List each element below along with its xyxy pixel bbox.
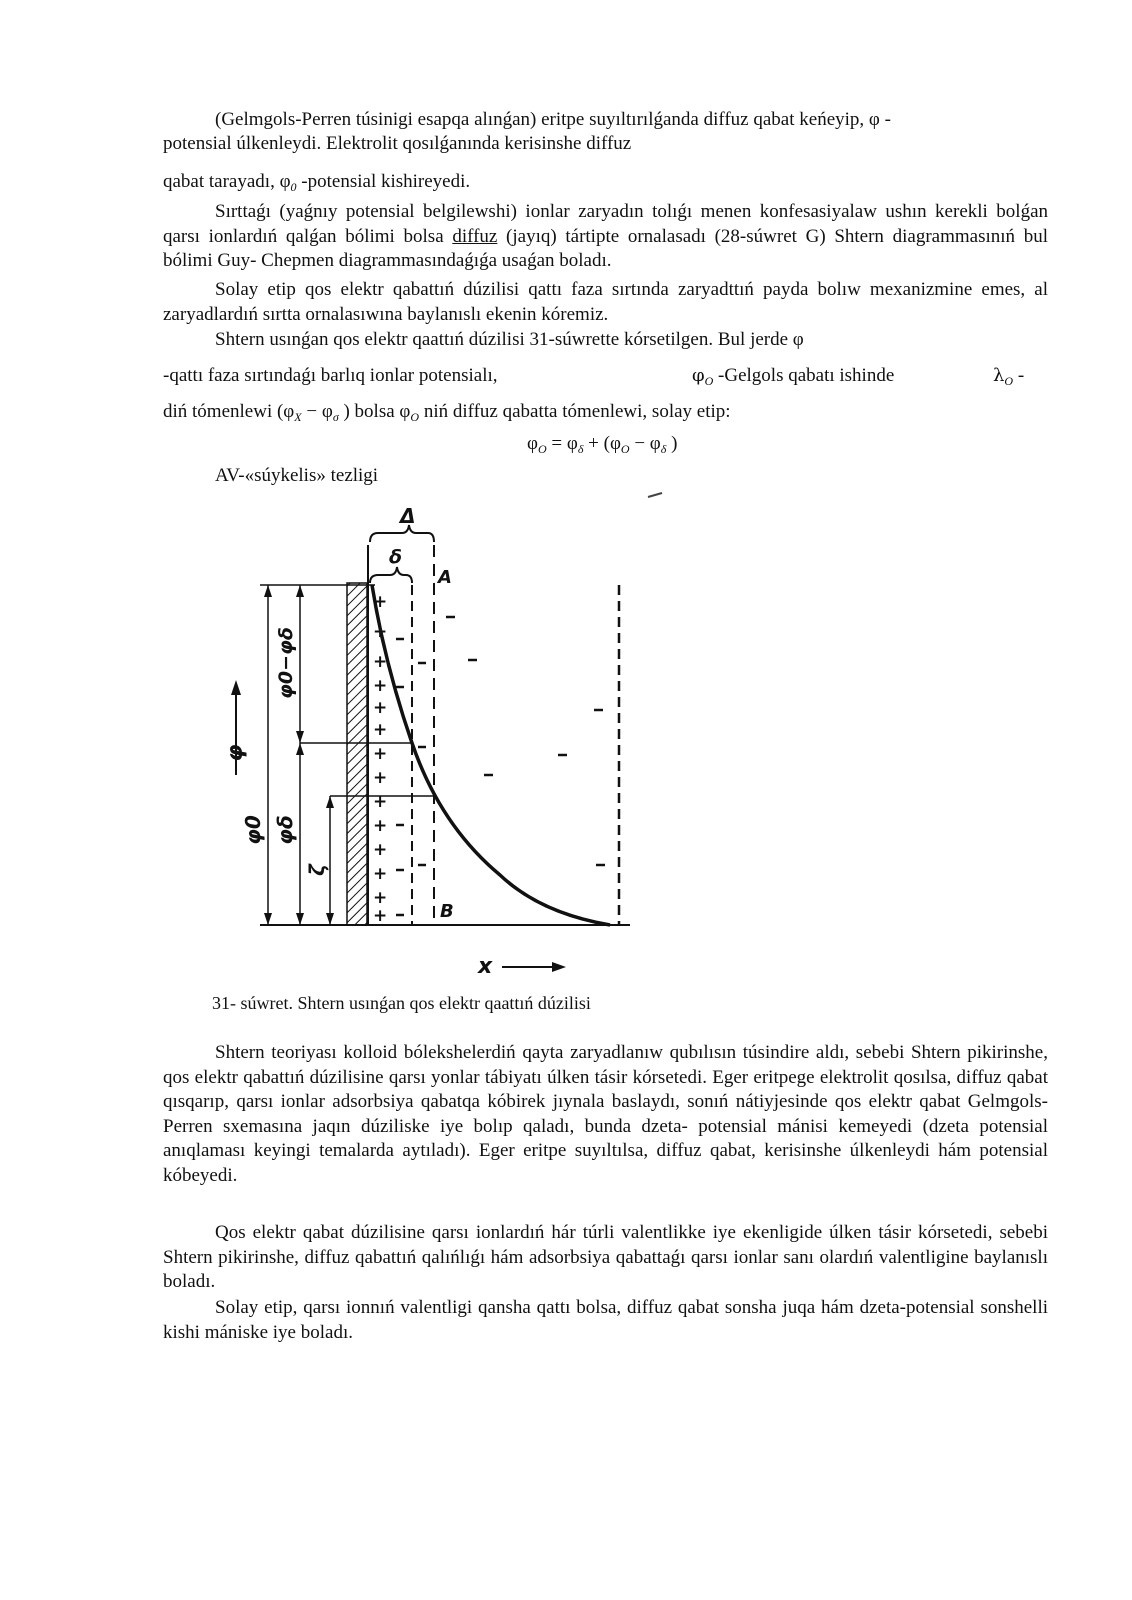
para4-line2b: [692, 364, 894, 393]
plus-sign: +: [373, 592, 388, 612]
negative-charges: [396, 617, 605, 915]
plus-sign: +: [373, 744, 388, 764]
plus-sign: +: [373, 652, 388, 672]
formula-rest-a: + (φ: [583, 433, 621, 454]
arrow-head: [326, 913, 334, 925]
arrow-head: [296, 731, 304, 743]
para1-line1: (Gelmgols-Perren túsinigi esapqa alınǵan) eritpe suyıltırılǵanda diffuz qabat keńeyip, φ -: [215, 109, 891, 130]
para4-line3-sub3: O: [410, 410, 420, 424]
plus-sign: +: [373, 864, 388, 884]
label-zeta: ζ: [305, 864, 329, 876]
phi-symbol: φ: [692, 365, 705, 386]
phi-subscript: O: [704, 374, 714, 388]
arrow-head: [264, 913, 272, 925]
lambda-subscript: O: [1004, 374, 1014, 388]
label-B: B: [440, 901, 454, 922]
para4-line3-d: niń diffuz qabatta tómenlewi, solay etip:: [419, 401, 731, 422]
para2-underlined: diffuz: [452, 225, 498, 247]
label-phi0-minus-phid: φ0−φδ: [275, 627, 297, 699]
para4-line2b-text: -Gelgols qabatı ishinde: [713, 365, 895, 386]
label-delta-big: Δ: [400, 504, 416, 528]
formula-rest-sub2: δ: [660, 442, 667, 456]
para1-line3-post: -potensial kishireyedi.: [296, 171, 471, 192]
plus-sign: +: [373, 698, 388, 718]
para1-line3: [163, 170, 470, 199]
para1-line3-pre: qabat tarayadı, φ: [163, 171, 291, 192]
label-phid: φδ: [273, 815, 297, 845]
plus-sign: +: [373, 622, 388, 642]
para1-line2: potensial úlkenleydi. Elektrolit qosılǵanında kerisinshe diffuz: [163, 133, 632, 154]
para2-after: (jayıq) tártipte ornalasadı (28-súwret G) Shtern diagrammasınıń bul bólimi Guy- Chepmen diagrammasındaǵıǵa usaǵan boladı.: [163, 225, 1048, 271]
plus-sign: +: [373, 768, 388, 788]
stern-double-layer-figure: [200, 485, 680, 985]
para1-line3-sub: 0: [290, 180, 297, 194]
formula-rest-b: − φ: [629, 433, 661, 454]
arrow-head: [296, 913, 304, 925]
para2: [163, 200, 1048, 274]
label-phi-axis: φ: [223, 744, 248, 762]
para3: Solay etip qos elektr qabattıń dúzilisi qattı faza sırtında zaryadttıń payda bolıw mexanizmine emes, al zaryadlardıń sırtta ornalasıwına baylanıslı ekenin kóremiz.: [163, 279, 1048, 325]
para4-line1: Shtern usınǵan qos elektr qaattıń dúzilisi 31-súwrette kórsetilgen. Bul jerde φ: [215, 329, 804, 350]
brace-delta-small: [370, 567, 412, 583]
plus-sign: +: [373, 906, 388, 926]
para4-line3-sub2: σ: [332, 410, 339, 424]
label-A: A: [438, 567, 452, 588]
label-phi0: φ0: [241, 815, 265, 845]
lambda-symbol: λ: [993, 365, 1005, 386]
av-line: AV-«súykelis» tezligi: [215, 465, 379, 486]
para4-line2c-text: -: [1013, 365, 1025, 386]
para4-line3-b: − φ: [301, 401, 333, 422]
para7: Solay etip, qarsı ionnıń valentligi qansha qattı bolsa, diffuz qabat sonsha juqa hám dzeta-potensial sonshelli kishi mániske iye boladı.: [163, 1297, 1048, 1343]
positive-charges: [373, 592, 387, 926]
para2-before: Sırttaǵı (yaǵnıy potensial belgilewshi) ionlar zaryadın tolıǵı menen konfesasiyalaw ushın kerekli bolǵan qarsı ionlardıń qalǵan bólimi bolsa: [163, 201, 1048, 247]
arrow-head: [296, 743, 304, 755]
phi-axis-arrowhead: [231, 680, 241, 695]
arrow-head: [296, 585, 304, 597]
stray-mark: [648, 493, 662, 497]
arrow-head: [264, 585, 272, 597]
label-x-axis: x: [478, 954, 493, 979]
para4-line2a: -qattı faza sırtındaǵı barlıq ionlar potensialı,: [163, 365, 498, 386]
para4-line3: [163, 400, 731, 429]
x-axis-arrowhead: [552, 962, 566, 972]
plus-sign: +: [373, 720, 388, 740]
solid-surface: [347, 583, 367, 925]
formula-mid: = φ: [546, 433, 578, 454]
para6: Qos elektr qabat dúzilisine qarsı ionlardıń hár túrli valentlikke iye ekenligide úlken tásir kórsetedi, sebebi Shtern pikirinshe, diffuz qabattıń qalıńlıǵı hám adsorbsiya qabattaǵı qarsı ionlar sanı olardıń valentligine baylanıslı boladı.: [163, 1222, 1048, 1292]
para4-line2c: [993, 364, 1024, 393]
label-delta-small: δ: [389, 546, 403, 568]
plus-sign: +: [373, 816, 388, 836]
plus-sign: +: [373, 676, 388, 696]
formula-lhs-sub: O: [537, 442, 547, 456]
para4-line3-c: ) bolsa φ: [338, 401, 411, 422]
potential-curve: [372, 585, 610, 925]
formula-rest-sub1: O: [620, 442, 630, 456]
arrow-head: [326, 796, 334, 808]
figure-caption: 31- súwret. Shtern usınǵan qos elektr qaattıń dúzilisi: [212, 993, 591, 1013]
formula-rest-c: ): [666, 433, 678, 454]
para4-line3-a: diń tómenlewi (φ: [163, 401, 295, 422]
plus-sign: +: [373, 888, 388, 908]
plus-sign: +: [373, 792, 388, 812]
formula: [527, 432, 677, 461]
formula-mid-sub: δ: [577, 442, 584, 456]
plus-sign: +: [373, 840, 388, 860]
para5: Shtern teoriyası kolloid bólekshelerdiń qayta zaryadlanıw qubılısın túsindire aldı, sebebi Shtern pikirinshe, qos elektr qabattıń dúzilisine qarsı yonlar tábiyatı úlken tásir kórsetedi. Eger eritpege elektrolit qosılsa, diffuz qabat qısqarıp, qarsı ionlar adsorbsiya qabatqa kóbirek jıynala baslaydı, sonıń nátiyjesinde qos elektr qabat Gelmgols-Perren sxemasına jaqın dúziliske iye bolıp qaladı, bunda dzeta- potensial mánisi kemeyedi (dzeta potensial anıqlaması keyingi temalarda aytıladı). Eger eritpe suyıltılsa, diffuz qabat, kerisinshe úlkenleydi hám potensial kóbeyedi.: [163, 1042, 1048, 1186]
formula-lhs: φ: [527, 433, 538, 454]
para4-line3-sub1: X: [294, 410, 302, 424]
